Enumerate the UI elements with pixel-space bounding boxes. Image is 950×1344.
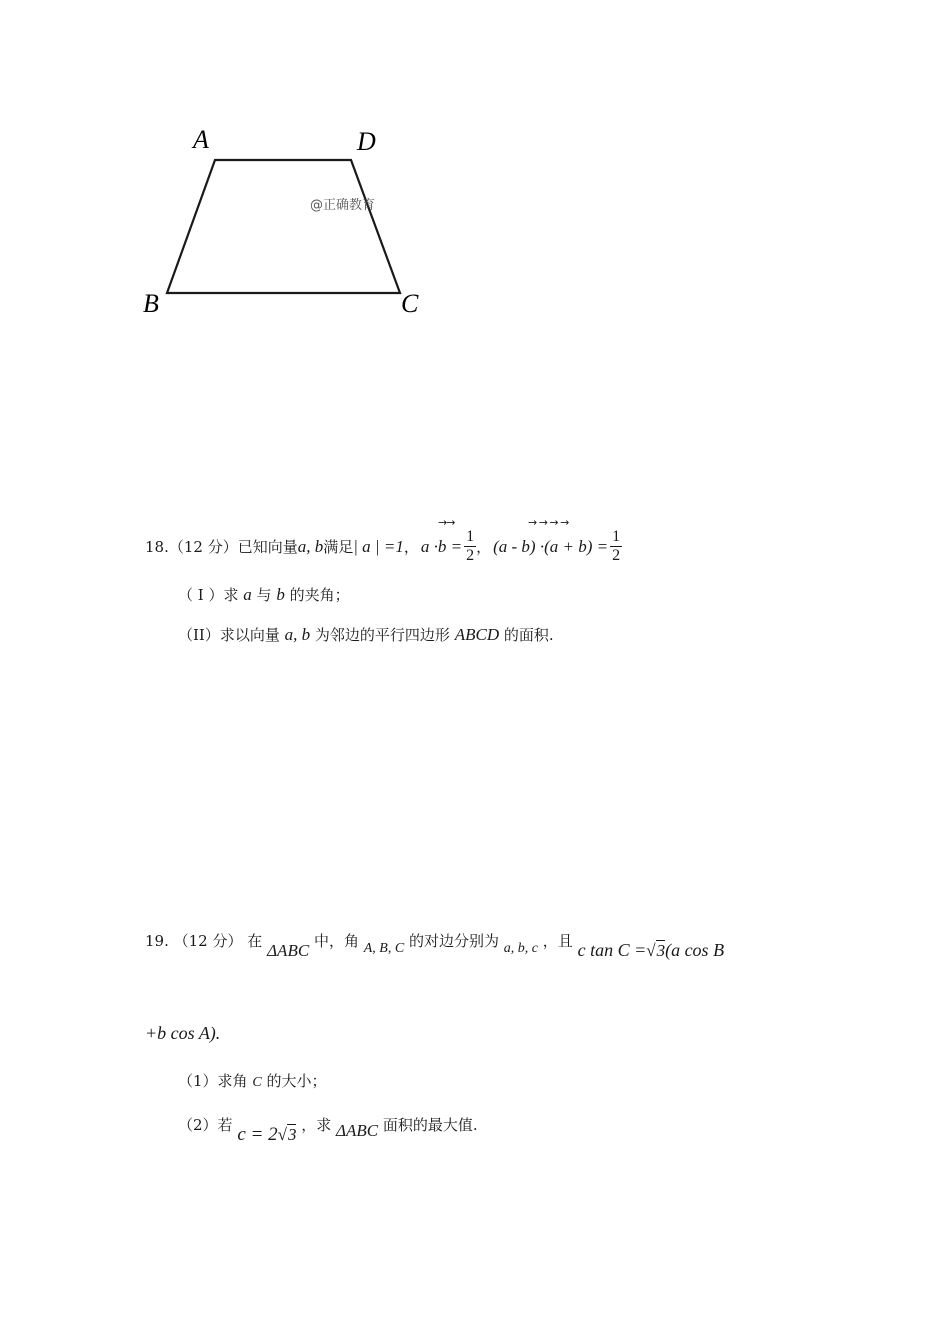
vertex-label-a: A <box>193 125 209 154</box>
q18-comma1: ， <box>403 538 419 557</box>
watermark: @正确教育 <box>310 198 376 213</box>
q19-part2-eq: c = 2 <box>237 1124 278 1145</box>
q18-part2-prefix: （II）求以向量 <box>178 626 280 644</box>
q18-part2-abcd: ABCD <box>454 625 500 644</box>
trapezoid-figure <box>135 120 455 330</box>
q19-part2-equation <box>237 1124 301 1145</box>
q19-part2-suffix: 面积的最大值. <box>382 1116 478 1134</box>
q19-text-opp: 的对边分别为 <box>408 932 499 950</box>
q18-comma2: ， <box>476 538 492 557</box>
q19-part1-suffix: 的大小； <box>266 1072 327 1090</box>
q19-part1-prefix: （1）求角 <box>178 1072 248 1090</box>
q19-eq-continuation: +b cos A). <box>145 1023 221 1043</box>
q18-part1-b: b <box>276 585 285 604</box>
q18-text2: 满足 <box>323 538 354 557</box>
vertex-label-b: B <box>143 289 159 318</box>
q18-part2-ab: a, b <box>284 625 311 644</box>
q18-part2 <box>178 624 554 645</box>
q18-part2-mid: 为邻边的平行四边形 <box>314 626 450 644</box>
q19-part2-sqrt-symbol: √ <box>277 1125 287 1144</box>
q19-eq-right: (a cos B <box>665 940 725 960</box>
q19-equation <box>578 940 724 960</box>
q19-triangle-1: ΔABC <box>267 941 310 960</box>
q18-part1-mid: 与 <box>256 586 272 604</box>
q18-dot-expr: a ·b = <box>420 536 463 556</box>
q18-number: 18. <box>145 537 169 556</box>
q19-part2-prefix: （2）若 <box>178 1116 233 1134</box>
q19-sqrt-symbol: √ <box>646 941 656 960</box>
q19-points: （12 分） <box>173 932 243 950</box>
q18-fraction-1-num: 1 <box>464 528 476 547</box>
q19-part1 <box>178 1070 326 1091</box>
q19-stem <box>145 930 725 960</box>
q18-vector-arrows-2: → → → → <box>528 516 569 529</box>
q19-angles: A, B, C <box>363 941 405 956</box>
q19-part2-sqrt-value: 3 <box>287 1125 297 1144</box>
q18-fraction-1-den: 2 <box>466 547 475 565</box>
q18-fraction-2 <box>610 528 622 566</box>
q18-part2-suffix: 的面积. <box>503 626 554 644</box>
q19-text-in: 在 <box>247 932 263 950</box>
q19-number: 19. <box>145 932 169 950</box>
q18-part1-suffix: 的夹角； <box>289 586 350 604</box>
q18-points: （12 分） <box>168 538 238 557</box>
q19-part2-triangle: ΔABC <box>335 1121 379 1140</box>
q18-vars: a, b <box>297 536 324 556</box>
q18-fraction-2-num: 1 <box>610 528 622 547</box>
q18-abs-a: | a | =1 <box>353 536 404 556</box>
q18-expr2: (a - b) ·(a + b) = <box>493 536 609 556</box>
q18-stem <box>145 528 622 566</box>
q19-part2 <box>178 1114 478 1145</box>
vertex-label-c: C <box>401 289 419 318</box>
q18-text1: 已知向量 <box>237 538 298 557</box>
q18-vector-arrows-1: →→ <box>438 516 455 529</box>
vertex-label-d: D <box>357 127 376 156</box>
q19-eq-left: c tan C = <box>577 940 647 960</box>
trapezoid-shape <box>167 160 400 293</box>
q19-text-and: ，且 <box>542 932 573 950</box>
q18-fraction-2-den: 2 <box>612 547 621 565</box>
q18-part1-prefix: （ I ）求 <box>178 586 239 604</box>
q18-part1 <box>178 584 350 605</box>
q18-fraction-1 <box>464 528 476 566</box>
q19-part1-c: C <box>252 1075 262 1090</box>
q19-part2-mid: ，求 <box>301 1116 332 1134</box>
q18-part1-a: a <box>243 585 252 604</box>
q19-text-mid: 中，角 <box>313 932 359 950</box>
trapezoid-svg <box>135 120 455 330</box>
q19-sqrt-value: 3 <box>656 941 666 960</box>
q19-sides: a, b, c <box>503 941 538 956</box>
